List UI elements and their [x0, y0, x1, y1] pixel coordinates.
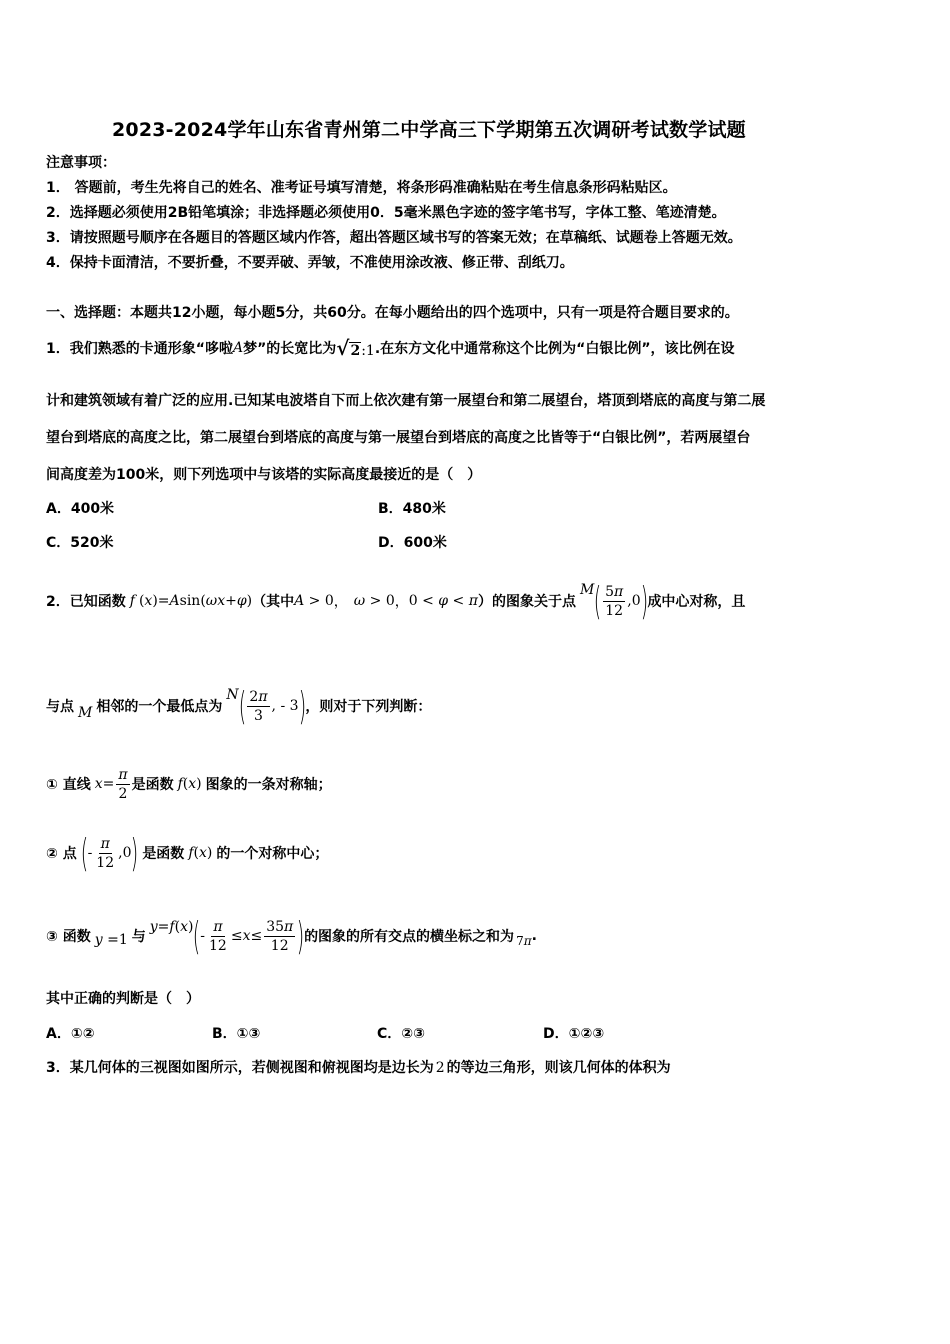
question-1-line-2: 计和建筑领域有着广泛的应用.已知某电波塔自下而上依次建有第一展望台和第二展望台，塔顶到塔底的高度与第二展 — [46, 393, 766, 409]
q2-text-g: ，则对于下列判断： — [305, 699, 432, 715]
q2-s1-text-c: 图象的一条对称轴； — [205, 777, 332, 793]
question-1-line-1 — [46, 331, 735, 365]
q2-s3-text-a: ③ 函数 — [46, 929, 91, 945]
q2-function-formula: f — [129, 593, 135, 609]
q3-number: 2 — [435, 1060, 445, 1076]
q2-s1-fx: f(x) — [177, 776, 202, 792]
notice-item-4: 4．保持卡面清洁，不要折叠，不要弄破、弄皱，不准使用涂改液、修正带、刮纸刀。 — [46, 255, 574, 271]
q2-point-m-label: M — [78, 705, 93, 721]
q2-s1-text-a: ① 直线 — [46, 777, 91, 793]
notice-item-3: 3．请按照题号顺序在各题目的答题区域内作答，超出答题区域书写的答案无效；在草稿纸、试题卷上答题无效。 — [46, 230, 742, 246]
question-2-line-1: 2．已知函数 f ( x )= A sin( ωx + φ ) （其中 A > 0 ， ω > 0 ， 0 < φ < π ）的图象关于点 M ( $\frac{5\pi}{12}$ ,0 ) 成中心对称，且 — [46, 579, 746, 623]
q2-cond-a: A > 0 — [294, 593, 334, 609]
q2-text-d: 成中心对称，且 — [647, 594, 746, 610]
q2-cond-phi: 0 < φ < π — [408, 593, 478, 609]
q2-point-m-formula: M ( $\frac{5\pi}{12}$ ,0 ) — [579, 579, 648, 623]
notice-heading: 注意事项： — [46, 155, 116, 171]
q2-option-b[interactable]: B．①③ — [212, 1026, 261, 1042]
q2-s2-point-formula: ( - $\frac{\pi}{12}$ ,0 ) — [80, 831, 139, 875]
q2-statement-2 — [46, 823, 328, 883]
q2-text-e: 与点 — [46, 699, 74, 715]
q2-text-f: 相邻的一个最低点为 — [96, 699, 223, 715]
q2-text-c: ）的图象关于点 — [477, 594, 576, 610]
q1-option-d[interactable]: D．600米 — [378, 535, 447, 551]
q2-s3-text-d: . — [531, 928, 537, 944]
q2-point-n-formula: N ( $\frac{2\pi}{3}$ , - 3 ) — [226, 684, 306, 728]
notice-item-1: 1． 答题前，考生先将自己的姓名、准考证号填写清楚，将条形码准确粘贴在考生信息条形码粘贴区。 — [46, 180, 677, 196]
q2-s2-fx: f(x) — [188, 845, 213, 861]
q2-s3-sum-formula: 7π — [516, 934, 532, 948]
q2-option-c[interactable]: C．②③ — [377, 1026, 425, 1042]
q2-s1-formula: x = $\frac{\pi}{2}$ — [94, 766, 128, 802]
q3-text-b: 的等边三角形，则该几何体的体积为 — [446, 1060, 671, 1076]
q2-s3-yfx-formula: y = f ( x ) ( - $\frac{\pi}{12}$ ≤ x ≤ $\frac{35\pi}{12}$ ) — [149, 914, 305, 958]
q2-ask: 其中正确的判断是（ ） — [46, 991, 200, 1007]
q2-cond-omega: ω > 0 — [353, 593, 395, 609]
q2-s2-text-b: 是函数 — [142, 846, 185, 862]
q1-option-c[interactable]: C．520米 — [46, 535, 114, 551]
q1-ratio-formula: √2:1 — [336, 336, 375, 360]
q2-text-a: 2．已知函数 — [46, 594, 126, 610]
notice-item-2: 2．选择题必须使用2B铅笔填涂；非选择题必须使用0．5毫米黑色字迹的签字笔书写，字体工整、笔迹清楚。 — [46, 205, 726, 221]
question-2-line-2 — [46, 677, 431, 735]
q2-text-b: （其中 — [252, 594, 295, 610]
q3-text-a: 3．某几何体的三视图如图所示，若侧视图和俯视图均是边长为 — [46, 1060, 434, 1076]
q2-option-a[interactable]: A．①② — [46, 1026, 95, 1042]
q1-text-a: 1．我们熟悉的卡通形象“哆啦 — [46, 341, 233, 357]
q2-s3-text-c: 的图象的所有交点的横坐标之和为 — [304, 929, 515, 945]
question-1-line-4: 间高度差为100米，则下列选项中与该塔的实际高度最接近的是（ ） — [46, 467, 482, 483]
q1-var-a: A — [232, 340, 244, 356]
section-heading: 一、选择题：本题共12小题，每小题5分，共60分。在每小题给出的四个选项中，只有一项是符合题目要求的。 — [46, 305, 739, 321]
q2-s2-text-a: ② 点 — [46, 846, 77, 862]
q2-s3-y1: y =1 — [94, 932, 128, 948]
page-title: 2023-2024学年山东省青州第二中学高三下学期第五次调研考试数学试题 — [112, 119, 746, 141]
q2-option-d[interactable]: D．①②③ — [543, 1026, 605, 1042]
q1-text-b: 梦”的长宽比为 — [243, 341, 337, 357]
q2-s1-text-b: 是函数 — [131, 777, 174, 793]
q1-option-b[interactable]: B．480米 — [378, 501, 446, 517]
q2-s3-text-b: 与 — [131, 929, 146, 945]
q2-s2-text-c: 的一个对称中心； — [216, 846, 329, 862]
q2-statement-3 — [46, 904, 537, 968]
question-3 — [46, 1057, 671, 1077]
q2-statement-1 — [46, 758, 332, 810]
question-1-line-3: 望台到塔底的高度之比，第二展望台到塔底的高度与第一展望台到塔底的高度之比皆等于“白银比例”，若两展望台 — [46, 430, 751, 446]
q1-option-a[interactable]: A．400米 — [46, 501, 115, 517]
q1-text-c: .在东方文化中通常称这个比例为“白银比例”，该比例在设 — [374, 341, 735, 357]
